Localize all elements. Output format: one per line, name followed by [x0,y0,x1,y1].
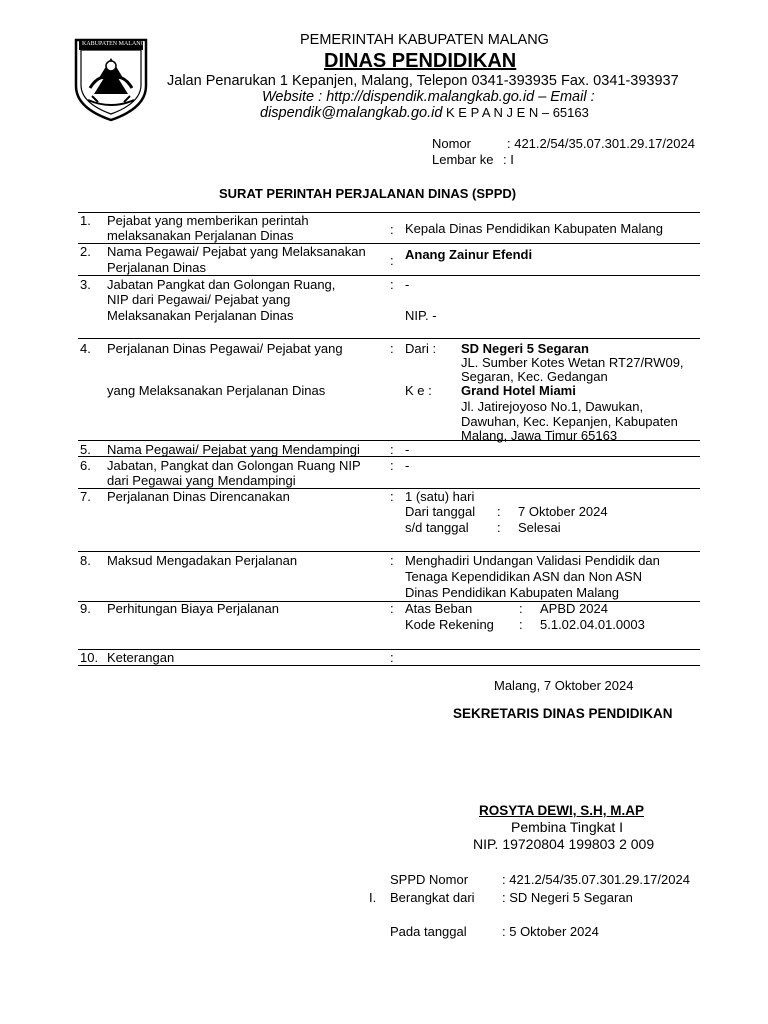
row-value: - [405,458,410,473]
lembar-label: Lembar ke [432,152,494,167]
row-colon: : [390,442,394,457]
funding-colon: : [519,601,523,616]
row-number: 10. [80,650,99,665]
row-label: Jabatan, Pangkat dan Golongan Ruang NIP [107,458,361,473]
agency-name: DINAS PENDIDIKAN [324,50,517,72]
destination-address: Malang, Jawa Timur 65163 [461,428,618,443]
government-name: PEMERINTAH KABUPATEN MALANG [300,32,549,48]
row-label: yang Melaksanakan Perjalanan Dinas [107,383,326,398]
origin-name: SD Negeri 5 Segaran [461,341,589,356]
row-value: - [405,442,410,457]
agency-contact-line [260,105,589,121]
agency-website: Website : http://dispendik.malangkab.go.id – Email : [262,89,595,105]
row-value: Kepala Dinas Pendidikan Kabupaten Malang [405,221,664,236]
row-colon: : [390,650,394,665]
row-label: Maksud Mengadakan Perjalanan [107,553,298,568]
row-number: 2. [80,244,91,259]
row-label: Perjalanan Dinas [107,260,207,275]
row-divider [78,338,700,339]
account-code-value: 5.1.02.04.01.0003 [540,617,645,632]
row-label: Jabatan Pangkat dan Golongan Ruang, [107,277,336,292]
row-number: 8. [80,553,91,568]
row-label: NIP dari Pegawai/ Pejabat yang [107,292,291,307]
departure-label: Berangkat dari [390,890,475,905]
row-divider [78,551,700,552]
regency-logo [72,36,150,122]
destination-label: K e : [405,383,432,398]
row-value-nip: NIP. - [405,308,437,323]
row-number: 4. [80,341,91,356]
purpose-value: Tenaga Kependidikan ASN dan Non ASN [405,569,643,584]
start-date-label: Dari tanggal [405,504,476,519]
duration-value: 1 (satu) hari [405,489,475,504]
row-colon: : [390,253,394,268]
row-label: Nama Pegawai/ Pejabat yang Mendampingi [107,442,360,457]
origin-address: Segaran, Kec. Gedangan [461,369,608,384]
row-number: 7. [80,489,91,504]
destination-name: Grand Hotel Miami [461,383,576,398]
row-label: melaksanakan Perjalanan Dinas [107,228,294,243]
row-number: 1. [80,213,91,228]
row-colon: : [390,341,394,356]
row-label: Melaksanakan Perjalanan Dinas [107,308,294,323]
place-date: Malang, 7 Oktober 2024 [494,678,634,693]
agency-address: Jalan Penarukan 1 Kepanjen, Malang, Telepon 0341-393935 Fax. 0341-393937 [167,73,679,89]
departure-value: : SD Negeri 5 Segaran [502,890,633,905]
end-date-label: s/d tanggal [405,520,469,535]
row-divider [78,275,700,276]
purpose-value: Dinas Pendidikan Kabupaten Malang [405,585,619,600]
row-number: 9. [80,601,91,616]
account-code-label: Kode Rekening [405,617,494,632]
purpose-value: Menghadiri Undangan Validasi Pendidik dan [405,553,660,568]
signer-position: SEKRETARIS DINAS PENDIDIKAN [453,706,673,721]
account-code-colon: : [519,617,523,632]
signer-name: ROSYTA DEWI, S.H, M.AP [479,803,645,818]
destination-address: Jl. Jatirejoyoso No.1, Dawukan, [461,399,644,414]
agency-email: dispendik@malangkab.go.id [260,105,443,121]
nomor-value: : 421.2/54/35.07.301.29.17/2024 [507,136,695,151]
row-label: Perjalanan Dinas Pegawai/ Pejabat yang [107,341,343,356]
end-date-value: Selesai [518,520,561,535]
row-value: - [405,277,410,292]
signer-nip: NIP. 19720804 199803 2 009 [473,836,655,852]
lembar-value: : I [503,152,514,167]
row-label: Perjalanan Dinas Direncanakan [107,489,290,504]
departure-date-label: Pada tanggal [390,924,467,939]
row-colon: : [390,222,394,237]
row-colon: : [390,601,394,616]
funding-label: Atas Beban [405,601,473,616]
row-colon: : [390,458,394,473]
row-label: dari Pegawai yang Mendampingi [107,473,296,488]
logo-caption: KABUPATEN MALANG [82,41,145,47]
section-numeral: I. [369,890,377,905]
row-number: 6. [80,458,91,473]
start-date-value: 7 Oktober 2024 [518,504,608,519]
document-title: SURAT PERINTAH PERJALANAN DINAS (SPPD) [219,186,517,201]
nomor-label: Nomor [432,136,472,151]
row-colon: : [390,489,394,504]
employee-name: Anang Zainur Efendi [405,247,533,262]
row-label: Pejabat yang memberikan perintah [107,213,309,228]
row-colon: : [390,277,394,292]
row-label: Nama Pegawai/ Pejabat yang Melaksanakan [107,244,366,259]
sppd-number-value: : 421.2/54/35.07.301.29.17/2024 [502,872,690,887]
funding-value: APBD 2024 [540,601,608,616]
sppd-number-label: SPPD Nomor [390,872,469,887]
row-number: 5. [80,442,91,457]
row-colon: : [390,553,394,568]
end-date-colon: : [497,520,501,535]
origin-address: JL. Sumber Kotes Wetan RT27/RW09, [461,355,684,370]
start-date-colon: : [497,504,501,519]
departure-date-value: : 5 Oktober 2024 [502,924,599,939]
destination-address: Dawuhan, Kec. Kepanjen, Kabupaten [461,414,678,429]
table-bottom-line [78,665,700,666]
row-label: Keterangan [107,650,175,665]
agency-city: K E P A N J E N – 65163 [442,105,589,120]
signer-rank: Pembina Tingkat I [511,819,624,835]
row-number: 3. [80,277,91,292]
row-label: Perhitungan Biaya Perjalanan [107,601,280,616]
origin-label: Dari : [405,341,437,356]
